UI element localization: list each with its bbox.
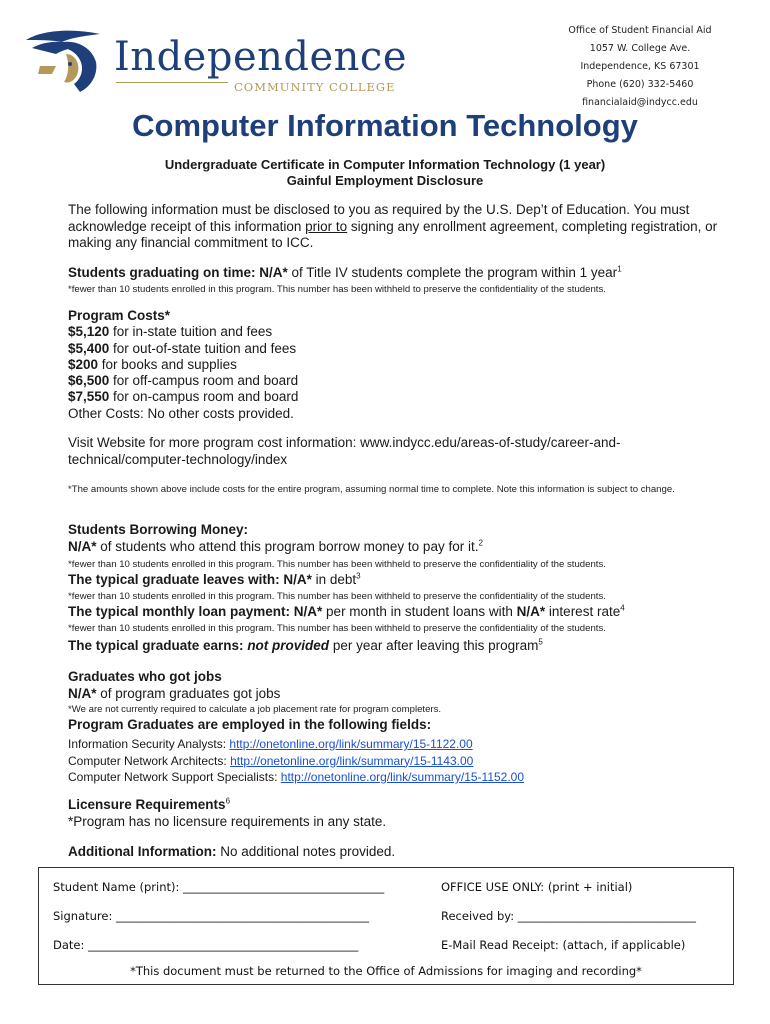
intro-text-2: signing any enrollment agreement, completing registration, or making any financial commitment to ICC. (68, 218, 718, 250)
cost-item (68, 357, 298, 373)
additional-label: Additional Information: (68, 844, 217, 859)
costs-other: Other Costs: No other costs provided. (68, 405, 294, 421)
debt-footnote: 3 (356, 571, 361, 581)
intro-text-1: The following information must be disclosed to you as required by the U.S. Dep’t of Education. You must acknowledge receipt of this information (68, 202, 690, 234)
payment-footnote: 4 (620, 603, 625, 613)
borrowing-section (68, 522, 483, 555)
payment-note: *fewer than 10 students enrolled in this program. This number has been withheld to preserve the confidentiality of the students. (68, 623, 606, 634)
cost-desc: for in-state tuition and fees (109, 324, 273, 340)
student-name-field[interactable]: Student Name (print): ___________________________________ (53, 880, 385, 894)
logo-wordmark: Independence (114, 34, 407, 80)
fields-list (68, 736, 524, 786)
costs-website-line (68, 435, 668, 468)
licensure-footnote: 6 (225, 796, 231, 806)
debt-line (68, 572, 718, 589)
list-item (68, 736, 524, 753)
logo-subtitle: COMMUNITY COLLEGE (234, 80, 396, 94)
jobs-heading: Graduates who got jobs (68, 669, 222, 684)
on-time-text: of Title IV students complete the program within 1 year (287, 265, 618, 280)
borrowing-note: *fewer than 10 students enrolled in this program. This number has been withheld to preserve the confidentiality of the students. (68, 559, 606, 570)
debt-text: in debt (311, 572, 357, 587)
cost-amount: $7,550 (68, 389, 110, 405)
list-item (68, 769, 524, 786)
additional-text: No additional notes provided. (216, 844, 396, 859)
website-link[interactable]: www.indycc.edu/areas-of-study/career-and-technical/computer-technology/index (68, 435, 621, 467)
cost-item (68, 324, 298, 340)
cost-item (68, 389, 298, 405)
cost-amount: $6,500 (68, 373, 110, 389)
debt-label: The typical graduate leaves with: N/A* (68, 572, 312, 587)
intro-underlined: prior to (305, 218, 348, 234)
licensure-heading-line (68, 797, 386, 814)
jobs-line (68, 686, 280, 703)
licensure-text: *Program has no licensure requirements in any state. (68, 813, 387, 829)
page-subtitle (0, 157, 770, 189)
borrowing-footnote: 2 (478, 538, 483, 547)
costs-note: *The amounts shown above include costs for the entire program, assuming normal time to complete. Note this information is subject to change. (68, 484, 675, 495)
contact-block (540, 22, 740, 112)
borrowing-heading: Students Borrowing Money: (68, 522, 248, 537)
cost-amount: $200 (68, 356, 99, 372)
cost-amount: $5,400 (68, 340, 110, 356)
earnings-value: not provided (247, 638, 330, 653)
program-costs (68, 308, 298, 422)
field-link[interactable]: http://onetonline.org/link/summary/15-1152.00 (280, 770, 525, 784)
payment-rate-text: interest rate (545, 604, 621, 619)
on-time-footnote: 1 (617, 264, 622, 274)
borrowing-value: N/A* (68, 538, 97, 554)
cost-item (68, 373, 298, 389)
pioneer-logo-icon (22, 26, 112, 96)
cost-item (68, 341, 298, 357)
cost-desc: for books and supplies (98, 356, 237, 372)
list-item (68, 753, 524, 770)
cost-desc: for off-campus room and board (109, 373, 299, 389)
received-by-field[interactable]: Received by: _______________________________ (441, 909, 697, 923)
contact-office: Office of Student Financial Aid (568, 25, 712, 36)
field-label: Computer Network Support Specialists: (68, 770, 281, 784)
jobs-note: *We are not currently required to calculate a job placement rate for program completers. (68, 704, 442, 715)
on-time-label: Students graduating on time: N/A* (68, 265, 288, 280)
payment-rate-value: N/A* (516, 604, 546, 619)
licensure-heading: Licensure Requirements (68, 797, 226, 812)
date-field[interactable]: Date: _______________________________________________ (53, 938, 359, 952)
email-receipt-field[interactable]: E-Mail Read Receipt: (attach, if applicable) (441, 938, 686, 952)
contact-phone: Phone (620) 332-5460 (586, 79, 694, 90)
borrowing-line (68, 539, 483, 556)
jobs-text: of program graduates got jobs (96, 685, 281, 701)
earnings-footnote: 5 (538, 637, 543, 647)
signature-box (38, 867, 734, 985)
cost-desc: for out-of-state tuition and fees (109, 340, 297, 356)
return-instructions: *This document must be returned to the Office of Admissions for imaging and recording* (130, 964, 642, 978)
payment-label: The typical monthly loan payment: N/A* (68, 604, 323, 619)
page-title: Computer Information Technology (132, 108, 638, 143)
contact-street: 1057 W. College Ave. (589, 43, 691, 54)
office-use-label: OFFICE USE ONLY: (print + initial) (441, 880, 633, 894)
earnings-label: The typical graduate earns: (68, 638, 248, 653)
cost-desc: for on-campus room and board (109, 389, 299, 405)
debt-note: *fewer than 10 students enrolled in this program. This number has been withheld to preserve the confidentiality of the students. (68, 591, 606, 602)
subtitle-line-2: Gainful Employment Disclosure (286, 173, 484, 188)
field-link[interactable]: http://onetonline.org/link/summary/15-1122.00 (229, 737, 473, 751)
contact-email: financialaid@indycc.edu (582, 97, 698, 108)
on-time-note: *fewer than 10 students enrolled in this program. This number has been withheld to preserve the confidentiality of the students. (68, 284, 606, 295)
field-link[interactable]: http://onetonline.org/link/summary/15-1143.00 (230, 753, 474, 768)
logo-rule (116, 82, 228, 83)
on-time-line (68, 265, 718, 282)
subtitle-line-1: Undergraduate Certificate in Computer Information Technology (1 year) (164, 157, 606, 172)
payment-text: per month in student loans with (322, 604, 517, 619)
contact-city: Independence, KS 67301 (580, 61, 700, 72)
payment-line (68, 604, 718, 621)
borrowing-text: of students who attend this program borrow money to pay for it. (96, 538, 479, 554)
earnings-text: per year after leaving this program (329, 638, 539, 653)
earnings-line (68, 638, 718, 655)
field-label: Information Security Analysts: (68, 737, 230, 751)
signature-field[interactable]: Signature: ____________________________________________ (53, 909, 370, 923)
jobs-value: N/A* (68, 685, 97, 701)
licensure-section (68, 797, 386, 830)
additional-line (68, 844, 718, 861)
fields-heading: Program Graduates are employed in the following fields: (68, 717, 432, 732)
website-label: Visit Website for more program cost information: (68, 435, 361, 450)
cost-amount: $5,120 (68, 324, 110, 340)
intro-paragraph (68, 202, 718, 252)
costs-heading: Program Costs* (68, 308, 171, 323)
field-label: Computer Network Architects: (68, 753, 231, 768)
jobs-section (68, 669, 280, 702)
